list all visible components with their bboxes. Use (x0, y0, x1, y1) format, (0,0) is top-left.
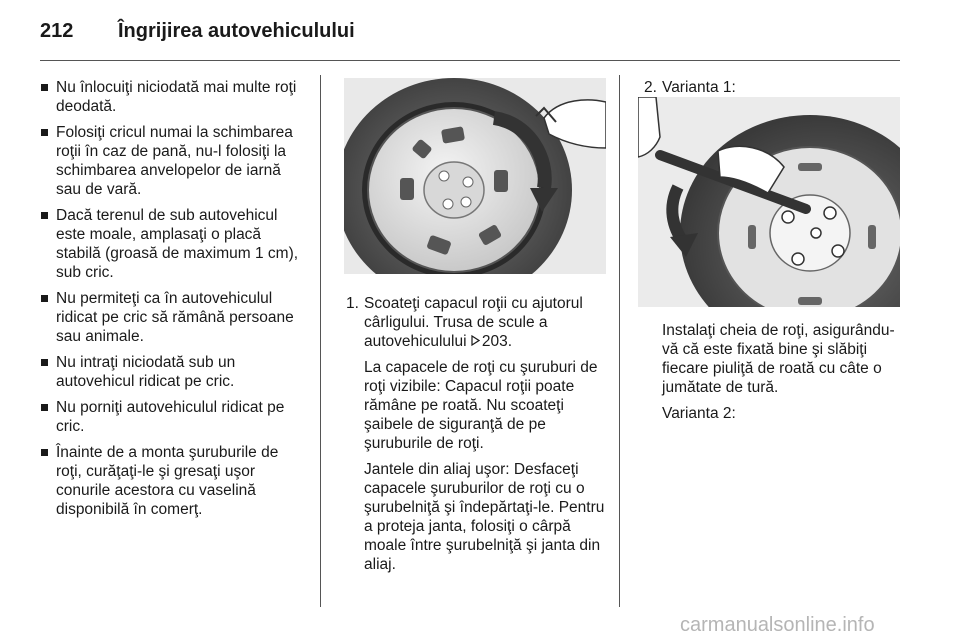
list-item: Nu porniţi autovehiculul ridicat pe cric. (40, 398, 308, 436)
page-header (40, 20, 900, 56)
variant-2-label: Varianta 2: (662, 405, 736, 422)
bullet-square-icon (41, 84, 48, 91)
wheel-wrench-illustration (638, 97, 900, 307)
column-2 (340, 78, 608, 574)
list-item: Nu înlocuiţi niciodată mai multe roţi deodată. (40, 78, 308, 116)
column-divider-1 (320, 75, 321, 607)
bullet-square-icon (41, 359, 48, 366)
column-3 (638, 78, 900, 423)
bullet-square-icon (41, 129, 48, 136)
bullet-square-icon (41, 212, 48, 219)
bullet-square-icon (41, 295, 48, 302)
list-item: Nu permiteţi ca în autovehiculul ridicat pe cric să rămână persoane sau animale. (40, 289, 308, 346)
step-1: 1. Scoateţi capacul roţii cu ajutorul cârligului. Trusa de scule a autovehiculului 203. (346, 295, 583, 350)
page-reference[interactable]: 203. (481, 333, 513, 350)
bullet-square-icon (41, 449, 48, 456)
header-divider (40, 60, 900, 61)
list-item: Dacă terenul de sub autovehicul este moale, amplasaţi o placă stabilă (groasă de maximum 1 cm), sub cric. (40, 206, 308, 282)
step-2: 2. Varianta 1: (644, 79, 736, 96)
page-reference-arrow-icon (471, 332, 482, 351)
column-1 (40, 78, 308, 526)
list-item: Nu intraţi niciodată sub un autovehicul ridicat pe cric. (40, 353, 308, 391)
page-number: 212 (40, 20, 74, 42)
column-divider-2 (619, 75, 620, 607)
hubcap-bolts-paragraph: La capacele de roţi cu şuruburi de roţi vizibile: Capacul roţii poate rămâne pe roată. Nu scoateţi şaibele de siguranţă de pe şuruburile de roţi. (364, 359, 598, 452)
safety-bullet-list (40, 78, 308, 519)
wrench-instruction-paragraph: Instalaţi cheia de roţi, asigurându-vă că este fixată bine şi slăbiţi fiecare piuliţă de roată cu câte o jumătate de tură. (662, 322, 895, 396)
hubcap-removal-illustration (344, 78, 606, 274)
page-title: Îngrijirea autovehiculului (118, 20, 355, 42)
watermark: carmanualsonline.info (680, 614, 875, 636)
list-item: Folosiţi cricul numai la schimbarea roţii în caz de pană, nu-l folosiţi la schimbarea anvelopelor de iarnă sau de vară. (40, 123, 308, 199)
bullet-square-icon (41, 404, 48, 411)
list-item: Înainte de a monta şuruburile de roţi, curăţaţi-le şi gresaţi uşor conurile acestora cu vaselină disponibilă în comerţ. (40, 443, 308, 519)
alloy-rims-paragraph: Jantele din aliaj uşor: Desfaceţi capacele şuruburilor de roţi cu o şurubelniţă şi îndepărtaţi-le. Pentru a proteja janta, folosiţi o cârpă moale între şurubelniţă şi janta din aliaj. (364, 461, 605, 573)
